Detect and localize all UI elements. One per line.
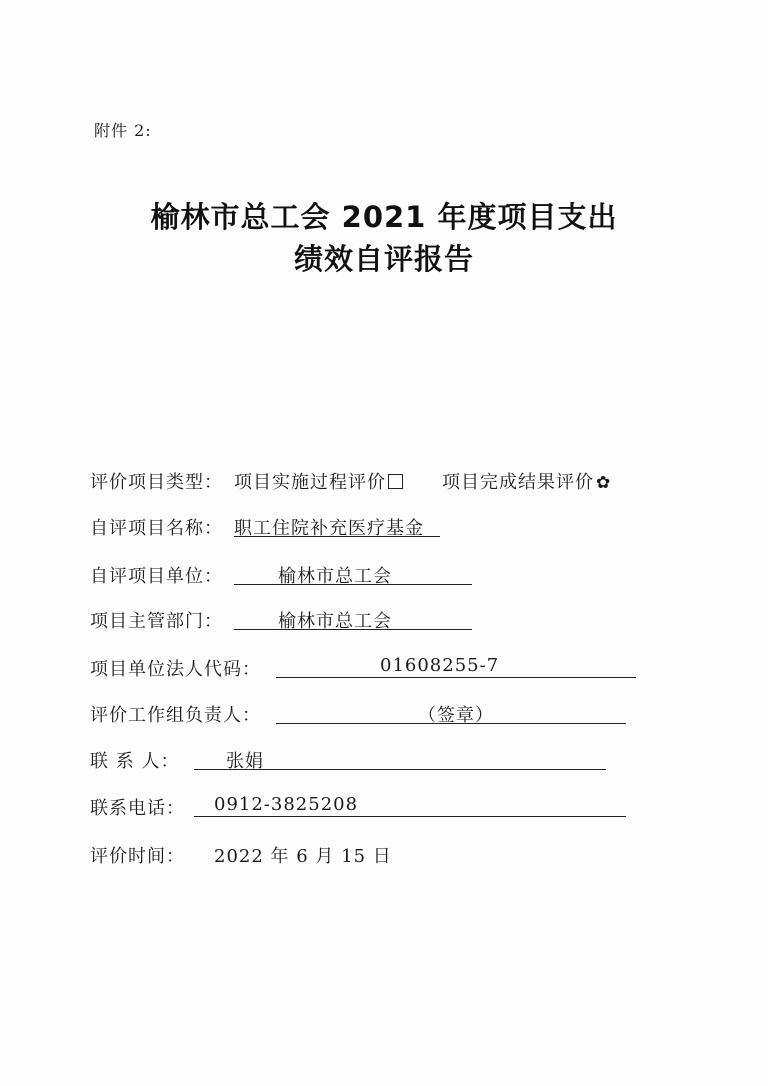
eval-type-option-process [234, 468, 403, 494]
contact-person-value: 张娟 [226, 751, 264, 772]
eval-type-option-result-text: 项目完成结果评价 [442, 472, 594, 493]
legal-code-row [90, 655, 650, 685]
team-leader-seal: （签章） [418, 705, 494, 726]
eval-date-value: 2022 年 6 月 15 日 [214, 846, 392, 867]
eval-type-option-result [442, 468, 611, 494]
report-title-line1: 榆林市总工会 2021 年度项目支出 [150, 200, 618, 234]
eval-type-row [90, 468, 690, 498]
phone-value: 0912-3825208 [214, 794, 359, 815]
legal-code-value: 01608255-7 [380, 655, 500, 676]
project-unit-row [90, 562, 490, 592]
project-name-row [90, 514, 490, 544]
supervising-dept-label: 项目主管部门： [90, 611, 223, 632]
phone-label: 联系电话： [90, 798, 185, 819]
report-title-line2: 绩效自评报告 [293, 242, 474, 276]
checked-mark-icon: ✿ [596, 473, 612, 493]
eval-date-row [90, 842, 490, 872]
supervising-dept-value: 榆林市总工会 [278, 611, 392, 632]
supervising-dept-row [90, 607, 490, 637]
project-name-value: 职工住院补充医疗基金 [234, 518, 424, 539]
eval-type-option-process-text: 项目实施过程评价 [234, 472, 386, 493]
annex-label: 附件 2: [94, 121, 152, 140]
contact-person-row [90, 747, 630, 777]
contact-person-label: 联 系 人： [90, 751, 180, 772]
phone-row [90, 794, 650, 824]
eval-type-label: 评价项目类型： [90, 472, 223, 493]
legal-code-label: 项目单位法人代码： [90, 659, 261, 680]
eval-date-label: 评价时间： [90, 846, 185, 867]
team-leader-label: 评价工作组负责人： [90, 705, 261, 726]
project-unit-value: 榆林市总工会 [278, 566, 392, 587]
project-unit-label: 自评项目单位： [90, 566, 223, 587]
checkbox-empty-icon [388, 474, 403, 489]
team-leader-row [90, 701, 650, 731]
project-name-label: 自评项目名称： [90, 518, 223, 539]
